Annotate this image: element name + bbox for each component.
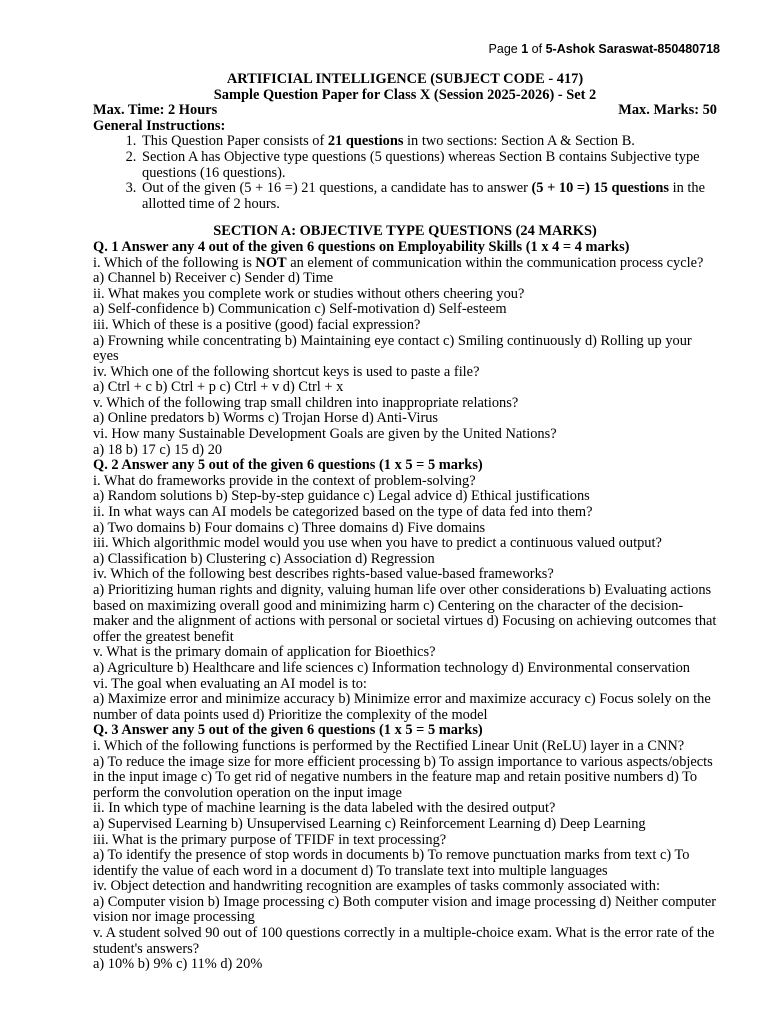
instruction-text: Section A has Objective type questions (5 questions) whereas Section B contains Subjective type questions (16 questions).: [142, 148, 700, 181]
question-text-part: i. Which of the following is: [93, 254, 256, 271]
page-header: [489, 42, 720, 56]
question-text-part: an element of communication within the communication process cycle?: [286, 254, 704, 271]
instruction-item: [140, 134, 717, 150]
question-text: iii. What is the primary purpose of TFIDF in text processing?: [93, 831, 447, 848]
instructions-heading: General Instructions:: [93, 117, 226, 134]
answer-options: a) Prioritizing human rights and dignity, valuing human life over other considerations b) Evaluating actions based on maximizing overall good and minimizing harm c) Centering on the character of the decision-maker and the alignment of actions with personal or societal virtues d) Focusing on achieving outcomes that offer the greatest benefit: [93, 582, 717, 645]
time-marks-row: [93, 103, 717, 119]
question-heading: Q. 2 Answer any 5 out of the given 6 questions (1 x 5 = 5 marks): [93, 457, 483, 474]
question-text: vi. The goal when evaluating an AI model is to:: [93, 675, 367, 692]
question-text: i. Which of the following functions is performed by the Rectified Linear Unit (ReLU) layer in a CNN?: [93, 737, 685, 754]
answer-options: a) 10% b) 9% c) 11% d) 20%: [93, 956, 263, 973]
answer-options: a) Self-confidence b) Communication c) Self-motivation d) Self-esteem: [93, 301, 507, 318]
document-body: [93, 72, 717, 973]
answer-options: a) 18 b) 17 c) 15 d) 20: [93, 441, 223, 458]
instruction-text: This Question Paper consists of: [142, 133, 328, 150]
answer-options: a) Maximize error and minimize accuracy b) Minimize error and maximize accuracy c) Focus solely on the number of data points used d) Prioritize the complexity of the model: [93, 691, 711, 723]
question-text: iii. Which of these is a positive (good) facial expression?: [93, 316, 421, 333]
paper-subtitle: Sample Question Paper for Class X (Session 2025-2026) - Set 2: [213, 86, 597, 103]
answer-options: a) To reduce the image size for more efficient processing b) To assign importance to various aspects/objects in the input image c) To get rid of negative numbers in the feature map and retain positive numbers d) To perform the convolution operation on the input image: [93, 753, 713, 801]
answer-options: a) Ctrl + c b) Ctrl + p c) Ctrl + v d) Ctrl + x: [93, 379, 344, 396]
question-text: iv. Object detection and handwriting recognition are examples of tasks commonly associated with:: [93, 878, 660, 895]
answer-options: a) Channel b) Receiver c) Sender d) Time: [93, 270, 334, 287]
question-heading: Q. 3 Answer any 5 out of the given 6 questions (1 x 5 = 5 marks): [93, 722, 483, 739]
of-label: of: [531, 42, 543, 56]
max-marks: Max. Marks: 50: [618, 102, 717, 119]
question-text: ii. In what ways can AI models be categorized based on the type of data fed into them?: [93, 504, 593, 521]
instruction-bold: (5 + 10 =) 15 questions: [531, 180, 670, 197]
question-text: iv. Which one of the following shortcut keys is used to paste a file?: [93, 363, 480, 380]
question-text: v. What is the primary domain of application for Bioethics?: [93, 644, 436, 661]
instruction-text: in two sections: Section A & Section B.: [403, 133, 635, 150]
question-text: ii. What makes you complete work or studies without others cheering you?: [93, 285, 525, 302]
instruction-item: [140, 181, 717, 212]
max-time: Max. Time: 2 Hours: [93, 102, 218, 119]
question-text: v. Which of the following trap small children into inappropriate relations?: [93, 394, 519, 411]
question-text: v. A student solved 90 out of 100 questions correctly in a multiple-choice exam. What is the error rate of the student's answers?: [93, 925, 715, 957]
question-text: i. What do frameworks provide in the context of problem-solving?: [93, 472, 476, 489]
instruction-bold: 21 questions: [327, 133, 404, 150]
answer-options: a) Supervised Learning b) Unsupervised Learning c) Reinforcement Learning d) Deep Learning: [93, 815, 646, 832]
answer-options: a) Classification b) Clustering c) Association d) Regression: [93, 550, 435, 567]
question-text: iv. Which of the following best describes rights-based value-based frameworks?: [93, 566, 554, 583]
page-label: Page: [488, 42, 518, 56]
question-text: [93, 256, 717, 272]
instructions-list: [93, 134, 717, 212]
page-number: 1: [521, 42, 529, 56]
answer-options: a) Computer vision b) Image processing c) Both computer vision and image processing d) Neither computer vision nor image processing: [93, 893, 717, 926]
answer-options: a) To identify the presence of stop words in documents b) To remove punctuation marks from text c) To identify the value of each word in a document d) To translate text into multiple languages: [93, 847, 690, 879]
instruction-text: Out of the given (5 + 16 =) 21 questions, a candidate has to answer: [142, 180, 532, 197]
answer-options: a) Two domains b) Four domains c) Three domains d) Five domains: [93, 519, 486, 536]
paper-title: ARTIFICIAL INTELLIGENCE (SUBJECT CODE - 417): [226, 71, 584, 87]
page-total-author: 5-Ashok Saraswat-850480718: [545, 42, 720, 56]
section-a-title: SECTION A: OBJECTIVE TYPE QUESTIONS (24 MARKS): [213, 223, 597, 240]
question-heading: Q. 1 Answer any 4 out of the given 6 questions on Employability Skills (1 x 4 = 4 marks): [93, 238, 630, 255]
answer-options: a) Online predators b) Worms c) Trojan Horse d) Anti-Virus: [93, 410, 439, 427]
question-text: iii. Which algorithmic model would you use when you have to predict a continuous valued output?: [93, 535, 662, 552]
question-text: ii. In which type of machine learning is the data labeled with the desired output?: [93, 800, 556, 817]
question-emphasis: NOT: [255, 254, 287, 271]
instruction-item: [140, 150, 717, 181]
answer-options: a) Agriculture b) Healthcare and life sciences c) Information technology d) Environmental conservation: [93, 659, 690, 676]
answer-options: a) Frowning while concentrating b) Maintaining eye contact c) Smiling continuously d) Rolling up your eyes: [93, 332, 692, 365]
answer-options: a) Random solutions b) Step-by-step guidance c) Legal advice d) Ethical justifications: [93, 488, 590, 505]
instruction-text: in the allotted time of 2 hours.: [142, 180, 706, 212]
question-text: vi. How many Sustainable Development Goals are given by the United Nations?: [93, 426, 557, 443]
